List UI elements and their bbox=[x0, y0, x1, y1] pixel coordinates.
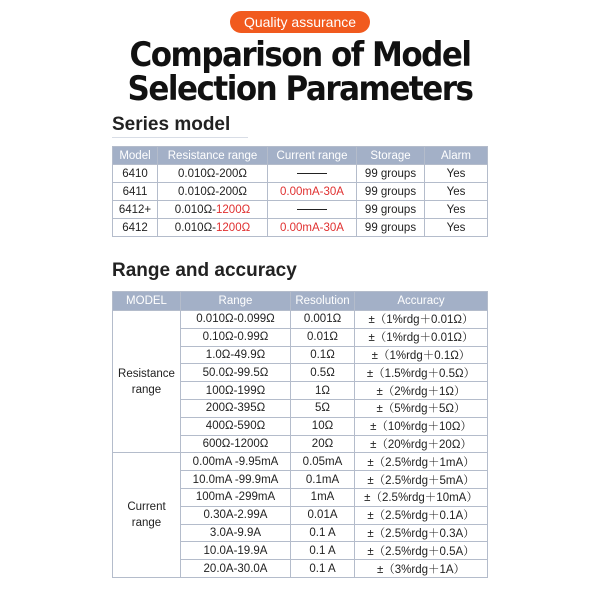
table-row bbox=[113, 201, 488, 219]
accuracy-cell: ±（2.5%rdg＋10mA） bbox=[355, 488, 488, 506]
table-row bbox=[113, 183, 488, 201]
table-header-row bbox=[113, 292, 488, 311]
resolution-cell: 0.1mA bbox=[291, 471, 355, 489]
current-cell: 0.00mA-30A bbox=[268, 219, 357, 237]
storage-cell: 99 groups bbox=[357, 165, 425, 183]
current-cell bbox=[268, 165, 357, 183]
accuracy-cell: ±（2.5%rdg＋0.1A） bbox=[355, 506, 488, 524]
accuracy-cell: ±（20%rdg＋20Ω） bbox=[355, 435, 488, 453]
resistance-cell: 0.010Ω-1200Ω bbox=[158, 219, 268, 237]
resistance-cell: 0.010Ω-200Ω bbox=[158, 165, 268, 183]
accuracy-cell: ±（3%rdg＋1A） bbox=[355, 560, 488, 578]
resolution-cell: 0.05mA bbox=[291, 453, 355, 471]
resolution-cell: 0.01Ω bbox=[291, 328, 355, 346]
resolution-cell: 0.1 A bbox=[291, 560, 355, 578]
accuracy-cell: ±（1%rdg＋0.01Ω） bbox=[355, 328, 488, 346]
dash-icon bbox=[297, 173, 327, 174]
accuracy-cell: ±（1%rdg＋0.1Ω） bbox=[355, 346, 488, 364]
header-model: MODEL bbox=[113, 292, 181, 311]
series-model-table bbox=[112, 146, 488, 237]
dash-icon bbox=[297, 209, 327, 210]
header-storage: Storage bbox=[357, 147, 425, 165]
model-cell: 6410 bbox=[113, 165, 158, 183]
header-current-range: Current range bbox=[268, 147, 357, 165]
accuracy-cell: ±（5%rdg＋5Ω） bbox=[355, 399, 488, 417]
resistance-cell: 0.010Ω-200Ω bbox=[158, 183, 268, 201]
alarm-cell: Yes bbox=[425, 219, 488, 237]
current-range-label: Current range bbox=[113, 453, 181, 578]
resistance-cell: 0.010Ω-1200Ω bbox=[158, 201, 268, 219]
storage-cell: 99 groups bbox=[357, 183, 425, 201]
page-title-line2: Selection Parameters bbox=[127, 69, 473, 109]
resolution-cell: 10Ω bbox=[291, 417, 355, 435]
current-cell bbox=[268, 201, 357, 219]
range-cell: 200Ω-395Ω bbox=[181, 399, 291, 417]
accuracy-cell: ±（2.5%rdg＋1mA） bbox=[355, 453, 488, 471]
accuracy-cell: ±（2.5%rdg＋0.3A） bbox=[355, 524, 488, 542]
range-cell: 1.0Ω-49.9Ω bbox=[181, 346, 291, 364]
range-cell: 100mA -299mA bbox=[181, 488, 291, 506]
header-accuracy: Accuracy bbox=[355, 292, 488, 311]
current-cell: 0.00mA-30A bbox=[268, 183, 357, 201]
header-resolution: Resolution bbox=[291, 292, 355, 311]
header-resistance-range: Resistance range bbox=[158, 147, 268, 165]
range-accuracy-heading: Range and accuracy bbox=[112, 260, 297, 281]
range-cell: 10.0mA -99.9mA bbox=[181, 471, 291, 489]
resolution-cell: 0.1 A bbox=[291, 524, 355, 542]
resolution-cell: 1mA bbox=[291, 488, 355, 506]
table-row bbox=[113, 165, 488, 183]
range-cell: 10.0A-19.9A bbox=[181, 542, 291, 560]
resolution-cell: 1Ω bbox=[291, 382, 355, 400]
header-alarm: Alarm bbox=[425, 147, 488, 165]
alarm-cell: Yes bbox=[425, 201, 488, 219]
range-cell: 50.0Ω-99.5Ω bbox=[181, 364, 291, 382]
range-cell: 0.30A-2.99A bbox=[181, 506, 291, 524]
table-row bbox=[113, 311, 488, 329]
alarm-cell: Yes bbox=[425, 165, 488, 183]
accuracy-cell: ±（1.5%rdg＋0.5Ω） bbox=[355, 364, 488, 382]
series-model-heading: Series model bbox=[112, 114, 231, 135]
range-cell: 400Ω-590Ω bbox=[181, 417, 291, 435]
range-accuracy-table bbox=[112, 291, 488, 578]
resolution-cell: 0.5Ω bbox=[291, 364, 355, 382]
table-header-row bbox=[113, 147, 488, 165]
resolution-cell: 0.1Ω bbox=[291, 346, 355, 364]
model-cell: 6411 bbox=[113, 183, 158, 201]
header-range: Range bbox=[181, 292, 291, 311]
resolution-cell: 0.1 A bbox=[291, 542, 355, 560]
resolution-cell: 0.01A bbox=[291, 506, 355, 524]
model-cell: 6412 bbox=[113, 219, 158, 237]
range-cell: 0.10Ω-0.99Ω bbox=[181, 328, 291, 346]
resistance-range-label: Resistance range bbox=[113, 311, 181, 453]
range-cell: 0.00mA -9.95mA bbox=[181, 453, 291, 471]
table-row bbox=[113, 453, 488, 471]
resolution-cell: 0.001Ω bbox=[291, 311, 355, 329]
heading-divider bbox=[112, 137, 248, 138]
resolution-cell: 5Ω bbox=[291, 399, 355, 417]
accuracy-cell: ±（2.5%rdg＋5mA） bbox=[355, 471, 488, 489]
quality-badge: Quality assurance bbox=[230, 11, 370, 33]
resolution-cell: 20Ω bbox=[291, 435, 355, 453]
range-table-body bbox=[113, 311, 488, 578]
header-model: Model bbox=[113, 147, 158, 165]
range-cell: 20.0A-30.0A bbox=[181, 560, 291, 578]
model-cell: 6412+ bbox=[113, 201, 158, 219]
range-cell: 3.0A-9.9A bbox=[181, 524, 291, 542]
storage-cell: 99 groups bbox=[357, 219, 425, 237]
storage-cell: 99 groups bbox=[357, 201, 425, 219]
range-cell: 100Ω-199Ω bbox=[181, 382, 291, 400]
alarm-cell: Yes bbox=[425, 183, 488, 201]
range-cell: 600Ω-1200Ω bbox=[181, 435, 291, 453]
page-title-line1: Comparison of Model bbox=[129, 35, 471, 75]
table-row bbox=[113, 219, 488, 237]
accuracy-cell: ±（10%rdg＋10Ω） bbox=[355, 417, 488, 435]
range-cell: 0.010Ω-0.099Ω bbox=[181, 311, 291, 329]
accuracy-cell: ±（1%rdg＋0.01Ω） bbox=[355, 311, 488, 329]
accuracy-cell: ±（2%rdg＋1Ω） bbox=[355, 382, 488, 400]
accuracy-cell: ±（2.5%rdg＋0.5A） bbox=[355, 542, 488, 560]
